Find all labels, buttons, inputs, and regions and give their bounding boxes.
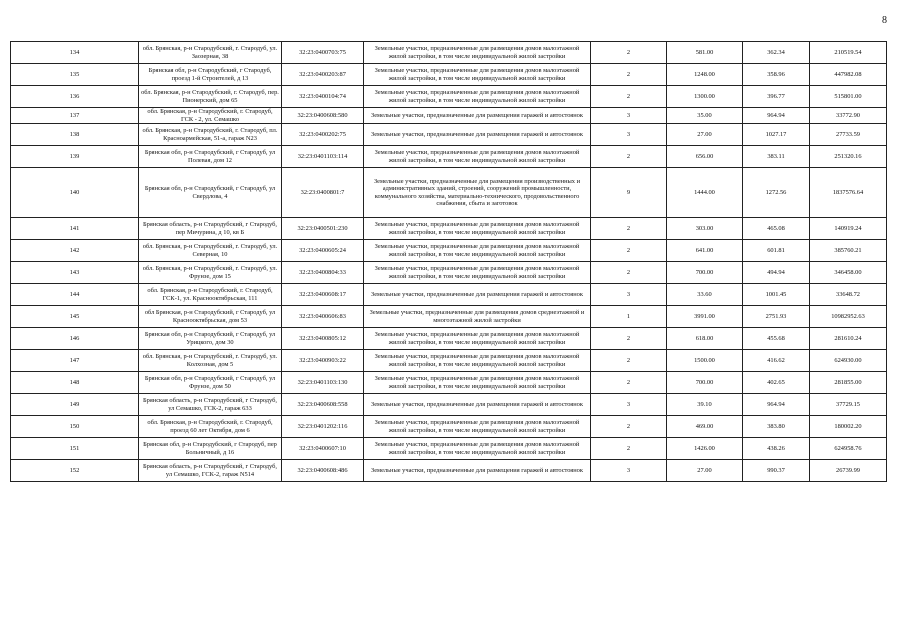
cadastral-number-cell: 32:23:0400605:24 xyxy=(282,240,364,262)
land-use-cell: Земельные участки, предназначенные для размещения производственных и административных зданий, строений, сооружений промышленности, коммунального хозяйства, материально-технического, продовольственного снабжения, сбыта и заготовок xyxy=(364,168,591,218)
area-cell: 641.00 xyxy=(667,240,743,262)
cadastral-number-cell: 32:23:0401202:116 xyxy=(282,416,364,438)
row-number-cell: 134 xyxy=(11,42,139,64)
specific-value-cell: 990.37 xyxy=(743,460,810,482)
table-row xyxy=(11,438,887,460)
address-cell: обл. Брянская, р-н Стародубский, г. Стародуб, ул. Северная, 10 xyxy=(139,240,282,262)
cadastral-number-cell: 32:23:0400703:75 xyxy=(282,42,364,64)
area-cell: 656.00 xyxy=(667,146,743,168)
land-use-cell: Земельные участки, предназначенные для размещения гаражей и автостоянок xyxy=(364,284,591,306)
area-cell: 700.00 xyxy=(667,262,743,284)
specific-value-cell: 438.26 xyxy=(743,438,810,460)
address-cell: обл. Брянская, р-н Стародубский, г. Стародуб, проезд 60 лет Октября, дом 6 xyxy=(139,416,282,438)
cadastral-value-cell: 515801.00 xyxy=(810,86,887,108)
table-row xyxy=(11,108,887,124)
specific-value-cell: 383.11 xyxy=(743,146,810,168)
group-cell: 2 xyxy=(591,438,667,460)
cadastral-value-cell: 385760.21 xyxy=(810,240,887,262)
table-row xyxy=(11,168,887,218)
row-number-cell: 144 xyxy=(11,284,139,306)
land-use-cell: Земельные участки, предназначенные для размещения домов малоэтажной жилой застройки, в том числе индивидуальной жилой застройки xyxy=(364,218,591,240)
address-cell: Брянская обл, р-н Стародубский, г Стародуб, ул Урицкого, дом 30 xyxy=(139,328,282,350)
cadastral-value-cell: 210519.54 xyxy=(810,42,887,64)
specific-value-cell: 1027.17 xyxy=(743,124,810,146)
table-row xyxy=(11,240,887,262)
address-cell: обл Брянская, р-н Стародубский, г Стародуб, ул Краснооктябрьская, дом 53 xyxy=(139,306,282,328)
land-use-cell: Земельные участки, предназначенные для размещения гаражей и автостоянок xyxy=(364,394,591,416)
row-number-cell: 148 xyxy=(11,372,139,394)
row-number-cell: 135 xyxy=(11,64,139,86)
specific-value-cell: 494.94 xyxy=(743,262,810,284)
address-cell: Брянская обл, р-н Стародубский, г Стародуб, ул Фрунзе, дом 50 xyxy=(139,372,282,394)
specific-value-cell: 964.94 xyxy=(743,394,810,416)
cadastral-number-cell: 32:23:0400501:230 xyxy=(282,218,364,240)
area-cell: 1444.00 xyxy=(667,168,743,218)
specific-value-cell: 362.34 xyxy=(743,42,810,64)
row-number-cell: 136 xyxy=(11,86,139,108)
area-cell: 303.00 xyxy=(667,218,743,240)
address-cell: Брянская обл, р-н Стародубский, г Стародуб, ул Полевая, дом 12 xyxy=(139,146,282,168)
cadastral-number-cell: 32:23:0400608:580 xyxy=(282,108,364,124)
row-number-cell: 152 xyxy=(11,460,139,482)
address-cell: обл. Брянская, р-н Стародубский, г. Стародуб, ГСК - 2, ул. Семашко xyxy=(139,108,282,124)
group-cell: 2 xyxy=(591,262,667,284)
table-row xyxy=(11,42,887,64)
group-cell: 2 xyxy=(591,218,667,240)
row-number-cell: 150 xyxy=(11,416,139,438)
group-cell: 1 xyxy=(591,306,667,328)
address-cell: обл. Брянская, р-н Стародубский, г. Стародуб, ул. Заозерная, 38 xyxy=(139,42,282,64)
specific-value-cell: 1272.56 xyxy=(743,168,810,218)
land-use-cell: Земельные участки, предназначенные для размещения гаражей и автостоянок xyxy=(364,460,591,482)
row-number-cell: 138 xyxy=(11,124,139,146)
row-number-cell: 141 xyxy=(11,218,139,240)
row-number-cell: 143 xyxy=(11,262,139,284)
cadastral-value-cell: 10982952.63 xyxy=(810,306,887,328)
area-cell: 27.00 xyxy=(667,460,743,482)
address-cell: Брянская обл, р-н Стародубский, г Стародуб, ул Свердлова, 4 xyxy=(139,168,282,218)
table-row xyxy=(11,64,887,86)
group-cell: 3 xyxy=(591,284,667,306)
area-cell: 700.00 xyxy=(667,372,743,394)
table-row xyxy=(11,262,887,284)
specific-value-cell: 1001.45 xyxy=(743,284,810,306)
table-row xyxy=(11,146,887,168)
specific-value-cell: 383.80 xyxy=(743,416,810,438)
land-use-cell: Земельные участки, предназначенные для размещения домов малоэтажной жилой застройки, в том числе индивидуальной жилой застройки xyxy=(364,146,591,168)
cadastral-value-cell: 624930.00 xyxy=(810,350,887,372)
group-cell: 3 xyxy=(591,460,667,482)
address-cell: обл. Брянская, р-н Стародубский, г. Стародуб, ул. Колхозная, дом 5 xyxy=(139,350,282,372)
row-number-cell: 137 xyxy=(11,108,139,124)
land-use-cell: Земельные участки, предназначенные для размещения домов малоэтажной жилой застройки, в том числе индивидуальной жилой застройки xyxy=(364,42,591,64)
cadastral-number-cell: 32:23:0400202:75 xyxy=(282,124,364,146)
row-number-cell: 147 xyxy=(11,350,139,372)
area-cell: 1426.00 xyxy=(667,438,743,460)
land-use-cell: Земельные участки, предназначенные для размещения домов малоэтажной жилой застройки, в том числе индивидуальной жилой застройки xyxy=(364,262,591,284)
group-cell: 9 xyxy=(591,168,667,218)
cadastral-value-cell: 180002.20 xyxy=(810,416,887,438)
row-number-cell: 140 xyxy=(11,168,139,218)
specific-value-cell: 402.65 xyxy=(743,372,810,394)
group-cell: 2 xyxy=(591,64,667,86)
specific-value-cell: 964.94 xyxy=(743,108,810,124)
address-cell: Брянская обл, р-н Стародубский, г Стародуб, пер Больничный, д 16 xyxy=(139,438,282,460)
area-cell: 35.00 xyxy=(667,108,743,124)
cadastral-number-cell: 32:23:0400104:74 xyxy=(282,86,364,108)
group-cell: 3 xyxy=(591,394,667,416)
cadastral-value-table xyxy=(10,41,887,482)
cadastral-value-cell: 447982.08 xyxy=(810,64,887,86)
land-use-cell: Земельные участки, предназначенные для размещения домов малоэтажной жилой застройки, в том числе индивидуальной жилой застройки xyxy=(364,64,591,86)
cadastral-value-cell: 251320.16 xyxy=(810,146,887,168)
group-cell: 2 xyxy=(591,372,667,394)
table-row xyxy=(11,306,887,328)
land-use-cell: Земельные участки, предназначенные для размещения домов малоэтажной жилой застройки, в том числе индивидуальной жилой застройки xyxy=(364,240,591,262)
land-use-cell: Земельные участки, предназначенные для размещения гаражей и автостоянок xyxy=(364,108,591,124)
address-cell: обл. Брянская, р-н Стародубский, г. Стародуб, ул. Фрунзе, дом 15 xyxy=(139,262,282,284)
cadastral-value-cell: 624958.76 xyxy=(810,438,887,460)
row-number-cell: 151 xyxy=(11,438,139,460)
land-use-cell: Земельные участки, предназначенные для размещения домов малоэтажной жилой застройки, в том числе индивидуальной жилой застройки xyxy=(364,328,591,350)
cadastral-number-cell: 32:23:0401103:114 xyxy=(282,146,364,168)
address-cell: Брянская область, р-н Стародубский, г Стародуб, ул Семашко, ГСК-2, гараж N514 xyxy=(139,460,282,482)
table-row xyxy=(11,124,887,146)
area-cell: 3991.00 xyxy=(667,306,743,328)
specific-value-cell: 396.77 xyxy=(743,86,810,108)
table-row xyxy=(11,86,887,108)
area-cell: 27.00 xyxy=(667,124,743,146)
land-use-cell: Земельные участки, предназначенные для размещения гаражей и автостоянок xyxy=(364,124,591,146)
address-cell: обл. Брянская, р-н Стародубский, г. Стародуб, пл. Красноармейская, 51-а, гараж N23 xyxy=(139,124,282,146)
address-cell: обл. Брянская, р-н Стародубский, г. Стародуб, ГСК-1, ул. Краснооктябрьская, 111 xyxy=(139,284,282,306)
table-row xyxy=(11,218,887,240)
table-row xyxy=(11,350,887,372)
cadastral-value-cell: 33772.90 xyxy=(810,108,887,124)
cadastral-value-cell: 281855.00 xyxy=(810,372,887,394)
group-cell: 2 xyxy=(591,416,667,438)
area-cell: 618.00 xyxy=(667,328,743,350)
cadastral-number-cell: 32:23:0400903:22 xyxy=(282,350,364,372)
cadastral-number-cell: 32:23:0400203:87 xyxy=(282,64,364,86)
row-number-cell: 146 xyxy=(11,328,139,350)
cadastral-number-cell: 32:23:0400805:12 xyxy=(282,328,364,350)
area-cell: 1300.00 xyxy=(667,86,743,108)
table-body xyxy=(11,42,887,482)
group-cell: 2 xyxy=(591,328,667,350)
cadastral-value-cell: 37729.15 xyxy=(810,394,887,416)
specific-value-cell: 465.08 xyxy=(743,218,810,240)
page-number: 8 xyxy=(882,15,887,26)
address-cell: Брянская обл, р-н Стародубский, г Стародуб, проезд 1-й Строителей, д 13 xyxy=(139,64,282,86)
land-use-cell: Земельные участки, предназначенные для размещения домов малоэтажной жилой застройки, в том числе индивидуальной жилой застройки xyxy=(364,438,591,460)
cadastral-number-cell: 32:23:0400606:83 xyxy=(282,306,364,328)
row-number-cell: 145 xyxy=(11,306,139,328)
cadastral-number-cell: 32:23:0401103:130 xyxy=(282,372,364,394)
cadastral-value-cell: 33648.72 xyxy=(810,284,887,306)
address-cell: Брянская область, р-н Стародубский, г Стародуб, пер Мичурина, д 10, кв Б xyxy=(139,218,282,240)
row-number-cell: 139 xyxy=(11,146,139,168)
specific-value-cell: 358.96 xyxy=(743,64,810,86)
table-row xyxy=(11,460,887,482)
group-cell: 2 xyxy=(591,86,667,108)
table-row xyxy=(11,284,887,306)
area-cell: 1248.00 xyxy=(667,64,743,86)
table-row xyxy=(11,328,887,350)
cadastral-number-cell: 32:23:0400608:17 xyxy=(282,284,364,306)
group-cell: 3 xyxy=(591,124,667,146)
cadastral-value-cell: 346458.00 xyxy=(810,262,887,284)
area-cell: 469.00 xyxy=(667,416,743,438)
address-cell: Брянская область, р-н Стародубский, г Стародуб, ул Семашко, ГСК-2, гараж 633 xyxy=(139,394,282,416)
row-number-cell: 142 xyxy=(11,240,139,262)
land-use-cell: Земельные участки, предназначенные для размещения домов среднеэтажной и многоэтажной жилой застройки xyxy=(364,306,591,328)
group-cell: 2 xyxy=(591,240,667,262)
cadastral-number-cell: 32:23:0400607:10 xyxy=(282,438,364,460)
land-use-cell: Земельные участки, предназначенные для размещения домов малоэтажной жилой застройки, в том числе индивидуальной жилой застройки xyxy=(364,86,591,108)
land-use-cell: Земельные участки, предназначенные для размещения домов малоэтажной жилой застройки, в том числе индивидуальной жилой застройки xyxy=(364,416,591,438)
area-cell: 33.60 xyxy=(667,284,743,306)
cadastral-value-cell: 26739.99 xyxy=(810,460,887,482)
group-cell: 3 xyxy=(591,108,667,124)
cadastral-value-cell: 140919.24 xyxy=(810,218,887,240)
cadastral-value-cell: 1837576.64 xyxy=(810,168,887,218)
specific-value-cell: 455.68 xyxy=(743,328,810,350)
cadastral-value-cell: 27733.59 xyxy=(810,124,887,146)
area-cell: 581.00 xyxy=(667,42,743,64)
land-use-cell: Земельные участки, предназначенные для размещения домов малоэтажной жилой застройки, в том числе индивидуальной жилой застройки xyxy=(364,372,591,394)
cadastral-number-cell: 32:23:0400804:33 xyxy=(282,262,364,284)
cadastral-value-cell: 281610.24 xyxy=(810,328,887,350)
table-row xyxy=(11,416,887,438)
cadastral-number-cell: 32:23:0400801:7 xyxy=(282,168,364,218)
land-use-cell: Земельные участки, предназначенные для размещения домов малоэтажной жилой застройки, в том числе индивидуальной жилой застройки xyxy=(364,350,591,372)
address-cell: обл. Брянская, р-н Стародубский, г. Стародуб, пер. Пионерский, дом 65 xyxy=(139,86,282,108)
cadastral-number-cell: 32:23:0400608:558 xyxy=(282,394,364,416)
area-cell: 1500.00 xyxy=(667,350,743,372)
table-row xyxy=(11,394,887,416)
specific-value-cell: 601.81 xyxy=(743,240,810,262)
table-row xyxy=(11,372,887,394)
specific-value-cell: 416.62 xyxy=(743,350,810,372)
specific-value-cell: 2751.93 xyxy=(743,306,810,328)
area-cell: 39.10 xyxy=(667,394,743,416)
group-cell: 2 xyxy=(591,350,667,372)
cadastral-number-cell: 32:23:0400608:486 xyxy=(282,460,364,482)
group-cell: 2 xyxy=(591,42,667,64)
group-cell: 2 xyxy=(591,146,667,168)
row-number-cell: 149 xyxy=(11,394,139,416)
